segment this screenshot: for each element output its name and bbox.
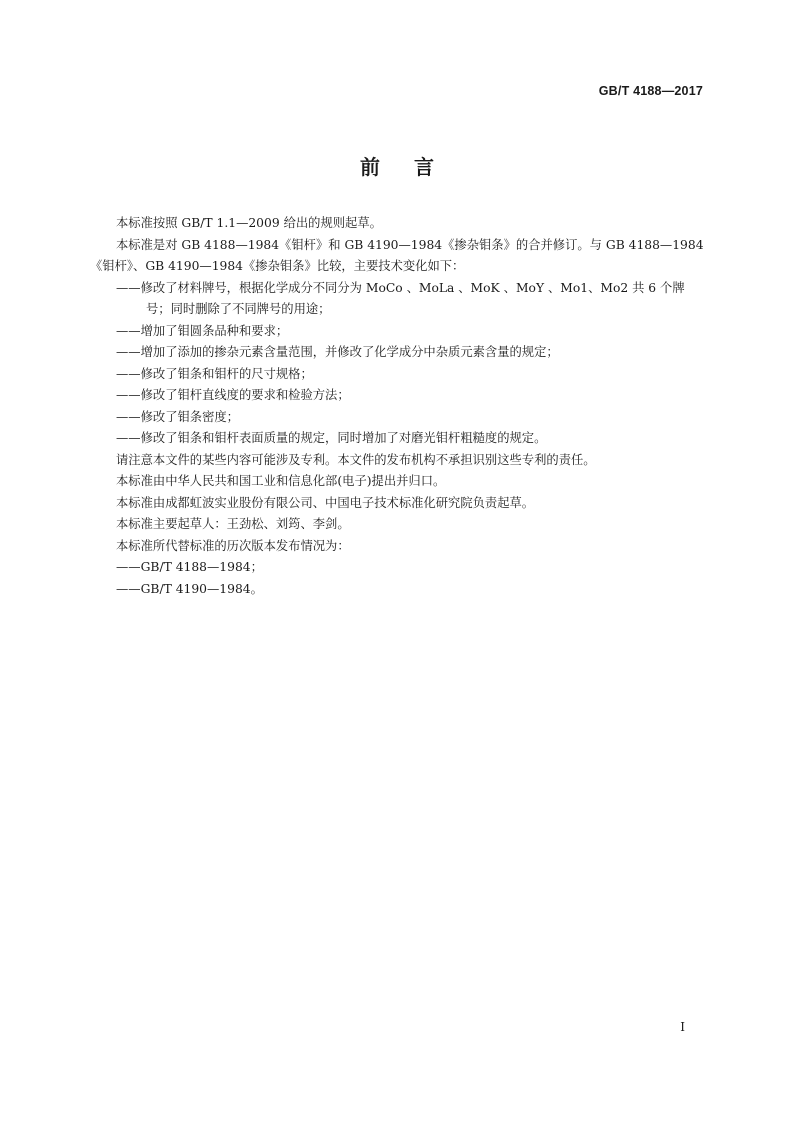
paragraph: 请注意本文件的某些内容可能涉及专利。本文件的发布机构不承担识别这些专利的责任。 [116,452,596,467]
paragraph: 本标准主要起草人：王劲松、刘筠、李剑。 [116,517,350,531]
paragraph: 本标准由成都虹波实业股份有限公司、中国电子技术标准化研究院负责起草。 [116,495,535,510]
paragraph: 本标准所代替标准的历次版本发布情况为： [116,538,350,553]
paragraph: 《钼杆》、GB 4190—1984《掺杂钼条》比较，主要技术变化如下： [90,259,465,273]
list-item: ——修改了钼条和钼杆表面质量的规定，同时增加了对磨光钼杆粗糙度的规定。 [116,431,547,445]
list-item: ——修改了材料牌号，根据化学成分不同分为 MoCo 、MoLa 、MoK 、MoY 、Mo1、Mo2 共 6 个牌 [116,280,685,295]
list-item: ——修改了钼条和钼杆的尺寸规格； [116,366,313,381]
paragraph: 本标准按照 GB/T 1.1—2009 给出的规则起草。 [116,216,382,230]
paragraph: 本标准由中华人民共和国工业和信息化部(电子)提出并归口。 [116,474,446,488]
list-item: ——GB/T 4190—1984。 [116,581,263,596]
list-item: ——修改了钼杆直线度的要求和检验方法； [116,388,350,402]
list-item-continuation: 号；同时删除了不同牌号的用途； [146,302,331,316]
list-item: ——GB/T 4188—1984； [116,560,263,574]
paragraph: 本标准是对 GB 4188—1984《钼杆》和 GB 4190—1984《掺杂钼条》的合并修订。与 GB 4188—1984 [116,237,704,252]
standard-code: GB/T 4188—2017 [598,84,703,98]
page-title: 前言 [360,155,468,179]
list-item: ——修改了钼条密度； [116,409,239,424]
foreword-body [90,213,710,600]
list-item: ——增加了钼圆条品种和要求； [116,323,289,338]
page-number: I [680,1020,685,1034]
list-item: ——增加了添加的掺杂元素含量范围，并修改了化学成分中杂质元素含量的规定； [116,345,559,359]
